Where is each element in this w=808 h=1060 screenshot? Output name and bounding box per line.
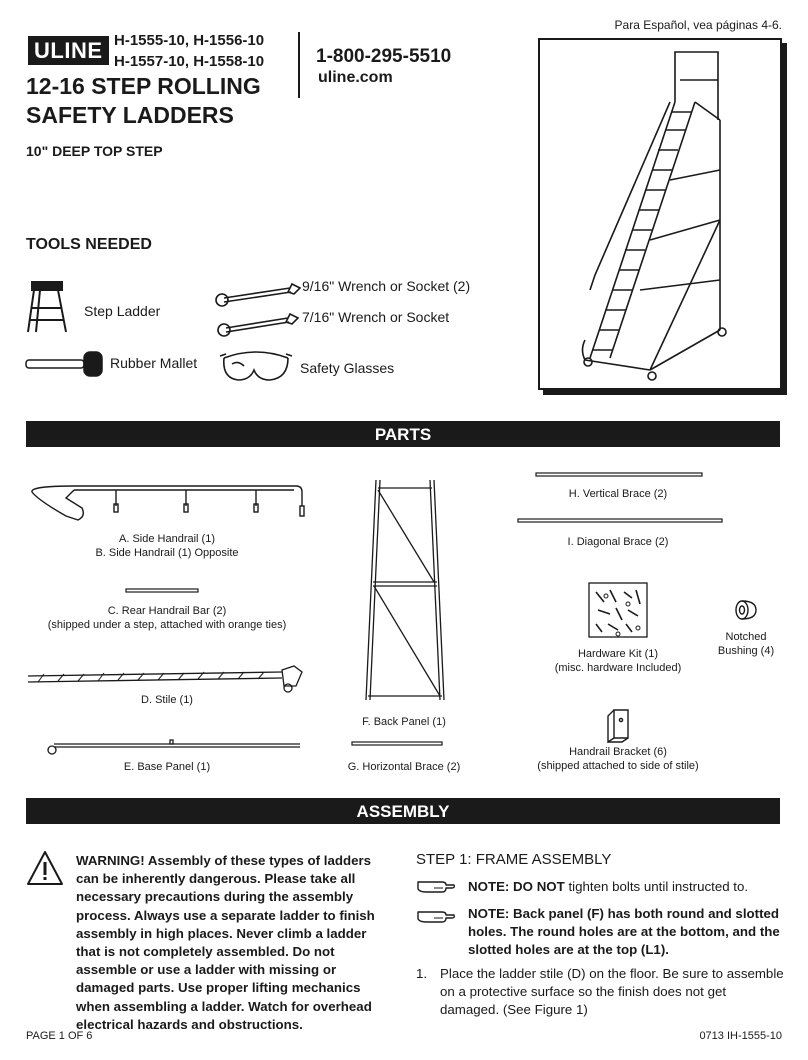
side-handrail-drawing (26, 476, 308, 524)
step-ladder-icon (26, 280, 72, 334)
diagonal-brace-drawing (518, 518, 722, 524)
notched-bushing-drawing (732, 598, 760, 622)
vertical-brace-drawing (536, 472, 702, 478)
bushing-label: Bushing (4) (717, 645, 775, 657)
note-1 (468, 878, 788, 896)
note-1-lead: NOTE: DO NOT (468, 879, 565, 894)
part-d-label: D. Stile (1) (141, 694, 193, 706)
part-c-label: C. Rear Handrail Bar (2) (107, 605, 227, 617)
handrail-bracket-label: Handrail Bracket (6) (569, 746, 667, 758)
safety-glasses-label: Safety Glasses (300, 360, 395, 376)
handrail-bracket-note: (shipped attached to side of stile) (537, 760, 699, 772)
parts-heading-bar: PARTS (26, 421, 780, 447)
rubber-mallet-icon (26, 350, 106, 378)
hardware-kit-drawing (588, 582, 648, 638)
spanish-note: Para Español, vea páginas 4-6. (614, 18, 782, 32)
notched-bushing-labels (708, 630, 784, 658)
hardware-kit-note: (misc. hardware Included) (554, 662, 682, 674)
page-title (26, 72, 261, 130)
warning-triangle-icon (26, 850, 64, 886)
rear-handrail-labels (26, 604, 308, 632)
wrench-716-label: 7/16" Wrench or Socket (302, 309, 450, 325)
assembly-heading-bar: ASSEMBLY (26, 798, 780, 824)
page-subtitle: 10" DEEP TOP STEP (26, 143, 163, 159)
pointing-hand-icon-2 (416, 908, 456, 924)
header-divider (298, 32, 300, 98)
title-line-2: SAFETY LADDERS (26, 102, 234, 128)
models-line-1: H-1555-10, H-1556-10 (114, 32, 265, 49)
step-1-instruction (416, 965, 786, 1019)
wrench-916-label: 9/16" Wrench or Socket (2) (302, 278, 471, 294)
rolling-ladder-illustration (540, 40, 780, 388)
part-i-label: I. Diagonal Brace (2) (567, 536, 669, 548)
step-ladder-label: Step Ladder (84, 303, 161, 319)
part-b-label: B. Side Handrail (1) Opposite (95, 547, 239, 559)
safety-glasses-icon (218, 344, 294, 388)
rubber-mallet-label: Rubber Mallet (110, 355, 198, 371)
note-1-rest: tighten bolts until instructed to. (564, 879, 749, 894)
ladder-illustration-frame (538, 38, 782, 390)
step-1-heading: STEP 1: FRAME ASSEMBLY (416, 851, 612, 868)
warning-body: Assembly of these types of ladders can be inherently dangerous. Please take all necessary precautions during the assembly process. Always use a separate ladder to finish assembly in high places. Never climb a ladder that is not completely assembled. Do not assemble or use a ladder with missing or damaged parts. Use proper lifting mechanics when assembling a ladder. Watch for overhead electrical hazards and obstructions. (76, 853, 375, 1032)
step-1-number: 1. (416, 966, 428, 981)
notched-label: Notched (725, 631, 767, 643)
part-h-label: H. Vertical Brace (2) (568, 488, 668, 500)
wrench-916-icon (214, 282, 300, 304)
tools-heading: TOOLS NEEDED (26, 236, 152, 253)
part-e-label: E. Base Panel (1) (123, 761, 211, 773)
note-2: NOTE: Back panel (F) has both round and slotted holes. The round holes are at the bottom, and the slotted holes are at the top (L1). (468, 906, 780, 957)
part-g-label: G. Horizontal Brace (2) (347, 761, 461, 773)
stile-drawing (26, 664, 304, 694)
document-code: 0713 IH-1555-10 (699, 1030, 782, 1042)
hardware-kit-label: Hardware Kit (1) (577, 648, 659, 660)
page-number: PAGE 1 OF 6 (26, 1030, 93, 1042)
models-line-2: H-1557-10, H-1558-10 (114, 53, 265, 70)
warning-lead: WARNING! (76, 853, 145, 868)
side-handrail-labels (26, 532, 308, 560)
rear-handrail-bar-drawing (126, 588, 198, 594)
phone-number: 1-800-295-5510 (316, 46, 452, 67)
part-c-note: (shipped under a step, attached with orange ties) (47, 619, 287, 631)
wrench-716-icon (216, 312, 298, 334)
base-panel-drawing (46, 738, 302, 756)
warning-text (76, 852, 380, 1034)
title-line-1: 12-16 STEP ROLLING (26, 73, 261, 99)
step-1-text: Place the ladder stile (D) on the floor. Be sure to assemble on a protective surface so the finish does not get damaged. (See Figure 1) (440, 966, 784, 1017)
model-numbers (114, 30, 264, 72)
website: uline.com (318, 69, 393, 86)
part-f-label: F. Back Panel (1) (362, 716, 446, 728)
part-a-label: A. Side Handrail (1) (119, 533, 215, 545)
uline-logo: ULINE (28, 36, 109, 65)
handrail-bracket-labels (520, 745, 716, 773)
handrail-bracket-drawing (604, 708, 632, 740)
pointing-hand-icon (416, 878, 456, 894)
hardware-kit-labels (536, 647, 700, 675)
back-panel-drawing (362, 478, 448, 704)
horizontal-brace-drawing (352, 741, 442, 747)
